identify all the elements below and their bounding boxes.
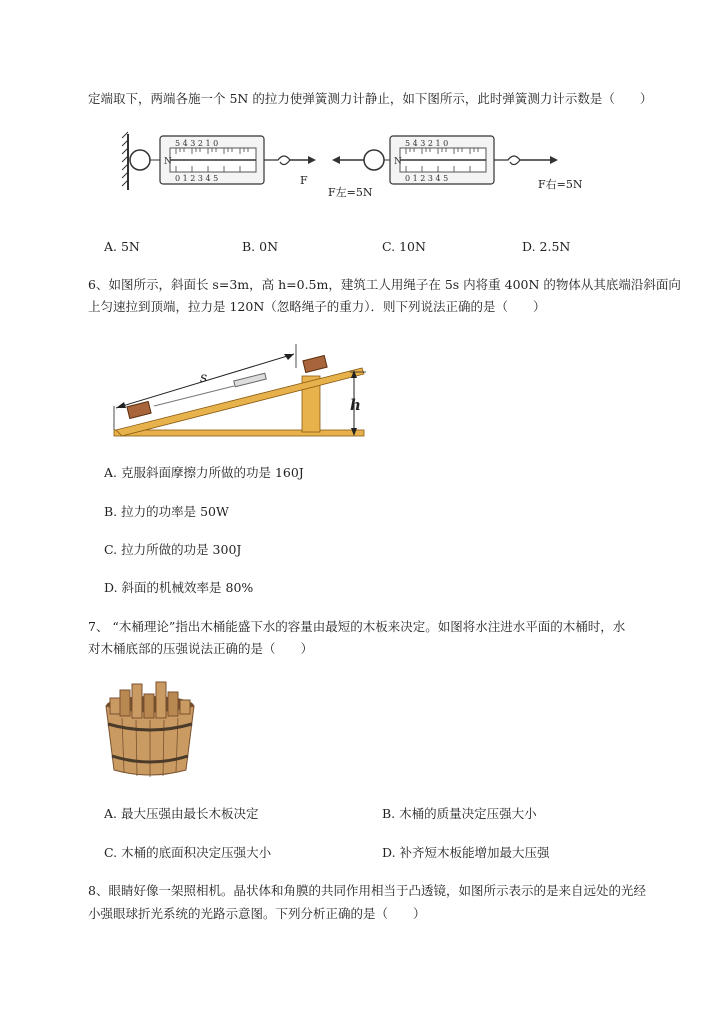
q7-option-c: C. 木桶的底面积决定压强大小 (104, 845, 272, 860)
q5-option-a: A. 5N (104, 239, 140, 254)
arrow-right-icon (308, 156, 316, 164)
svg-text:0 1 2 3 4 5: 0 1 2 3 4 5 (175, 174, 219, 183)
q7-option-a: A. 最大压强由最长木板决定 (104, 806, 259, 821)
q6-stem-line1: 6、如图所示，斜面长 s=3m，高 h=0.5m，建筑工人用绳子在 5s 内将重 400N 的物体从其底端沿斜面向 (88, 277, 681, 292)
s-label: s (200, 370, 208, 386)
svg-text:5 4 3 2 1 0: 5 4 3 2 1 0 (175, 139, 219, 148)
q5-stem: 定端取下，两端各施一个 5N 的拉力使弹簧测力计静止，如下图所示，此时弹簧测力计示数是（ ） (88, 91, 653, 106)
q7-option-d: D. 补齐短木板能增加最大压强 (382, 845, 550, 860)
hook-icon (264, 156, 290, 165)
spring-meter-icon (234, 373, 267, 387)
q6-option-c: C. 拉力所做的功是 300J (104, 542, 242, 557)
q6-option-d: D. 斜面的机械效率是 80% (104, 580, 254, 595)
q5-spring-scale-figure (118, 128, 588, 200)
f-right-label: F右=5N (538, 178, 583, 191)
q8-stem-line2: 小强眼球折光系统的光路示意图。下列分析正确的是（ ） (88, 906, 426, 921)
q5-option-c: C. 10N (382, 239, 426, 254)
h-label: h (350, 396, 361, 414)
svg-text:N: N (394, 157, 402, 167)
q5-option-b: B. 0N (242, 239, 279, 254)
box-top-icon (303, 356, 327, 373)
svg-text:0 1 2 3 4 5: 0 1 2 3 4 5 (405, 174, 449, 183)
q6-option-b: B. 拉力的功率是 50W (104, 504, 229, 519)
q5-option-d: D. 2.5N (522, 239, 571, 254)
wooden-bucket-figure (102, 680, 198, 780)
n-label: N (164, 157, 172, 167)
q6-option-a: A. 克服斜面摩擦力所做的功是 160J (104, 465, 304, 480)
q7-stem-line2: 对木桶底部的压强说法正确的是（ ） (88, 641, 314, 656)
q7-option-b: B. 木桶的质量决定压强大小 (382, 806, 537, 821)
q8-stem-line1: 8、眼睛好像一架照相机。晶状体和角膜的共同作用相当于凸透镜，如图所示表示的是来自远处的光经 (88, 883, 646, 898)
arrow-left-icon (332, 156, 340, 164)
left-force-label: F (300, 174, 308, 187)
wall-icon (122, 132, 128, 190)
f-left-label: F左=5N (328, 186, 373, 199)
q6-stem-line2: 上匀速拉到顶端，拉力是 120N（忽略绳子的重力）．则下列说法正确的是（ ） (88, 299, 546, 314)
q6-incline-figure (104, 340, 374, 442)
q7-stem-line1: 7、 “木桶理论”指出木桶能盛下水的容量由最短的木板来决定。如图将水注进水平面的木桶时，水 (88, 619, 626, 634)
svg-text:5 4 3 2 1 0: 5 4 3 2 1 0 (405, 139, 449, 148)
